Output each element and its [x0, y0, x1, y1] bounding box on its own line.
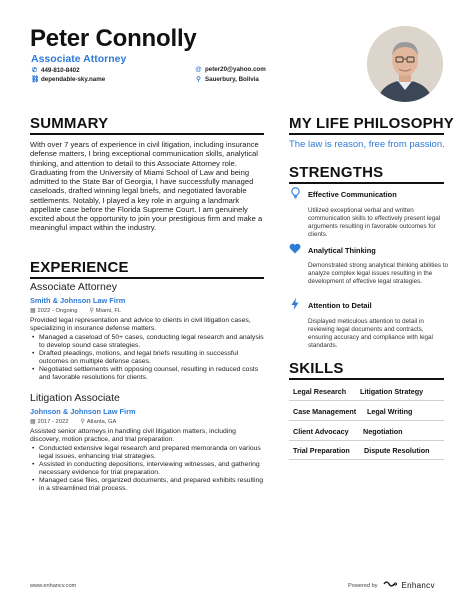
at-icon: @	[195, 66, 202, 73]
contact-location	[195, 75, 259, 83]
job-title: Associate Attorney	[30, 281, 117, 293]
job-description: Assisted senior attorneys in handling civil litigation matters, including discovery, motion practice, and trial preparation.	[30, 428, 236, 443]
candidate-name: Peter Connolly	[30, 25, 197, 52]
location-pin-icon: ⚲	[89, 308, 94, 314]
brand-name: Enhancv	[401, 581, 435, 590]
skill-tag: Negotiation	[363, 427, 403, 436]
calendar-icon: ▦	[30, 419, 36, 425]
contact-phone	[31, 66, 80, 74]
location-pin-icon: ⚲	[80, 419, 85, 425]
strength-item	[289, 298, 449, 350]
philosophy-heading: MY LIFE PHILOSOPHY	[289, 115, 455, 132]
job-entry	[30, 281, 265, 382]
location-pin-icon: ⚲	[196, 76, 201, 83]
strength-description: Utilized exceptional verbal and written communication skills to effectively present legal arguments resulting in favorable outcomes for clients.	[308, 207, 441, 238]
heart-icon	[289, 243, 301, 257]
skill-tag: Dispute Resolution	[364, 446, 430, 455]
job-bullets	[30, 445, 265, 493]
experience-divider	[30, 277, 264, 279]
dates-text: 2022 - Ongoing	[37, 308, 78, 314]
phone-text: 449-810-8402	[41, 66, 80, 74]
skill-divider	[289, 400, 444, 401]
strengths-heading: STRENGTHS	[289, 164, 384, 181]
experience-heading: EXPERIENCE	[30, 259, 129, 276]
location-text: Miami, FL	[95, 308, 122, 314]
job-location	[89, 308, 121, 314]
strength-header	[289, 298, 449, 313]
strength-title: Effective Communication	[308, 190, 397, 199]
footer-branding	[348, 580, 435, 591]
profile-photo	[367, 26, 443, 102]
strength-header	[289, 187, 449, 202]
calendar-icon: ▦	[30, 308, 36, 314]
job-bullet: • Negotiated settlements with opposing counsel, resulting in reduced costs and favorable resolutions for clients.	[30, 366, 265, 382]
strength-description: Displayed meticulous attention to detail in reviewing legal documents and contracts, ensuring accuracy and compliance with legal standards.	[308, 318, 433, 349]
summary-divider	[30, 133, 264, 135]
strengths-divider	[289, 182, 444, 184]
skill-tag: Case Management	[293, 407, 357, 416]
job-meta	[30, 308, 265, 314]
strength-header	[289, 243, 449, 257]
job-bullet: • Managed a caseload of 50+ cases, conducting legal research and analysis to develop sound case strategies.	[30, 334, 265, 350]
skill-divider	[289, 459, 444, 460]
job-title: Litigation Associate	[30, 392, 120, 404]
skill-divider	[289, 420, 444, 421]
job-bullet: • Assisted in conducting depositions, interviewing witnesses, and gathering necessary evidence for trial preparation.	[30, 461, 265, 477]
dates-text: 2017 - 2022	[37, 419, 69, 425]
philosophy-quote: The law is reason, free from passion.	[289, 139, 445, 150]
footer-website[interactable]: www.enhancv.com	[30, 583, 77, 589]
job-dates	[30, 308, 77, 314]
link-icon: ⛓	[31, 76, 40, 83]
job-bullet: • Drafted pleadings, motions, and legal briefs resulting in successful outcomes on multiple defense cases.	[30, 350, 265, 366]
skill-tag: Legal Writing	[367, 407, 413, 416]
strength-description: Demonstrated strong analytical thinking abilities to analyze complex legal issues resulting in the development of effective legal strategies.	[308, 262, 449, 285]
job-location	[80, 419, 116, 425]
skill-tag: Legal Research	[293, 387, 347, 396]
job-dates	[30, 419, 68, 425]
strength-title: Analytical Thinking	[308, 245, 376, 255]
phone-icon: ✆	[31, 67, 38, 74]
philosophy-divider	[289, 133, 444, 135]
company-name: Smith & Johnson Law Firm	[30, 296, 126, 305]
website-text[interactable]: dependable-sky.name	[41, 75, 106, 83]
strength-item	[289, 187, 449, 239]
lightbulb-icon	[289, 187, 301, 202]
location-text: Sauerbury, Bolivia	[205, 75, 259, 83]
skill-tag: Trial Preparation	[293, 446, 350, 455]
company-name: Johnson & Johnson Law Firm	[30, 407, 136, 416]
job-meta	[30, 419, 265, 425]
skills-heading: SKILLS	[289, 360, 344, 377]
enhancv-logo-icon	[383, 580, 397, 591]
contact-email[interactable]	[195, 66, 266, 73]
contact-website[interactable]	[31, 75, 105, 83]
job-bullets	[30, 334, 265, 382]
strength-item	[289, 243, 449, 286]
lightning-icon	[289, 298, 301, 313]
job-bullet: • Managed case files, organized documents, and prepared exhibits resulting in a streamlined trial process.	[30, 477, 265, 493]
powered-by-text: Powered by	[348, 582, 378, 589]
skill-tag: Litigation Strategy	[360, 387, 424, 396]
location-text: Atlanta, GA	[86, 419, 117, 425]
portrait-illustration	[367, 26, 443, 102]
job-bullet: • Conducted extensive legal research and prepared memoranda on various legal issues, enhancing trial strategies.	[30, 445, 265, 461]
summary-text: With over 7 years of experience in civil litigation, including insurance defense matters, I bring exceptional communication skills, analytical thinking, and attention to detail to this Associate Attorney role. Graduating from the University of Miami School of Law and being admitted to the State Bar of Georgia, I have successfully managed caseloads, drafted winning legal briefs, and negotiated favorable settlements. Notably, I played a key role in arguing a landmark appellate case before the Florida Supreme Court. I am genuinely excited about the opportunity to join your prestigious firm and make a meaningful impact within the industry.	[30, 140, 263, 233]
email-text[interactable]: peter20@yahoo.com	[205, 66, 266, 73]
skills-divider	[289, 378, 444, 380]
job-description: Provided legal representation and advice to clients in civil litigation cases, specializing in insurance defense matters.	[30, 317, 251, 332]
skill-divider	[289, 440, 444, 441]
strength-title: Attention to Detail	[308, 301, 372, 310]
job-entry	[30, 392, 265, 493]
candidate-role: Associate Attorney	[31, 53, 127, 65]
skill-tag: Client Advocacy	[293, 427, 349, 436]
summary-heading: SUMMARY	[30, 115, 109, 132]
